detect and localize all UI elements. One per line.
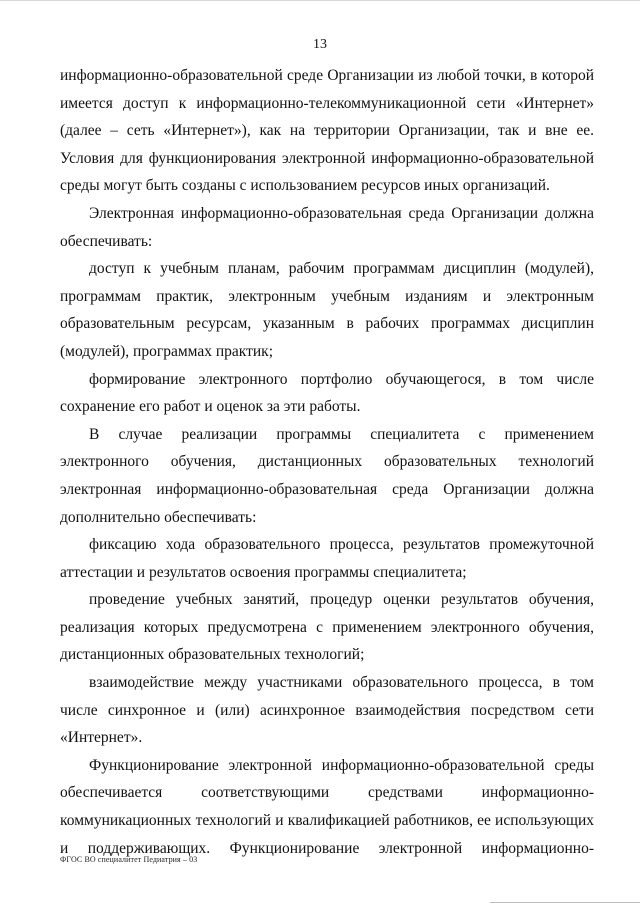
paragraph: взаимодействие между участниками образовательного процесса, в том числе синхронное и (или) асинхронное взаимодействия посредством сети «Интернет». (60, 674, 594, 747)
document-body (60, 62, 594, 862)
paragraph: формирование электронного портфолио обучающегося, в том числе сохранение его работ и оценок за эти работы. (60, 370, 594, 416)
paragraph: информационно-образовательной среде Организации из любой точки, в которой имеется доступ к информационно-телекоммуникационной сети «Интернет» (далее – сеть «Интернет»), как на территории Организации, так и вне ее. Условия для функционирования электронной информационно-образовательной среды могут быть созданы с использованием ресурсов иных организаций. (60, 67, 594, 195)
paragraph: Электронная информационно-образовательная среда Организации должна обеспечивать: (60, 204, 594, 250)
page-footer: ФГОС ВО специалитет Педиатрия – 03 (60, 855, 198, 864)
paragraph: Функционирование электронной информационно-образовательной среды обеспечивается соответствующими средствами информационно-коммуникационных технологий и квалификацией работников, ее использующих и поддерживающих. Функционирование электронной информационно- (60, 756, 594, 857)
paragraph: В случае реализации программы специалитета с применением электронного обучения, дистанционных образовательных технологий электронная информационно-образовательная среда Организации должна дополнительно обеспечивать: (60, 425, 594, 526)
paragraph: фиксацию хода образовательного процесса, результатов промежуточной аттестации и результатов освоения программы специалитета; (60, 536, 594, 581)
page-number: 13 (313, 37, 327, 52)
paragraph: проведение учебных занятий, процедур оценки результатов обучения, реализация которых предусмотрена с применением электронного обучения, дистанционных образовательных технологий; (60, 591, 594, 664)
top-scan-edge (0, 0, 640, 1)
bottom-scan-edge (490, 902, 640, 903)
paragraph: доступ к учебным планам, рабочим программам дисциплин (модулей), программам практик, электронным учебным изданиям и электронным образовательным ресурсам, указанным в рабочих программах дисциплин (модулей), программах практик; (60, 260, 594, 360)
